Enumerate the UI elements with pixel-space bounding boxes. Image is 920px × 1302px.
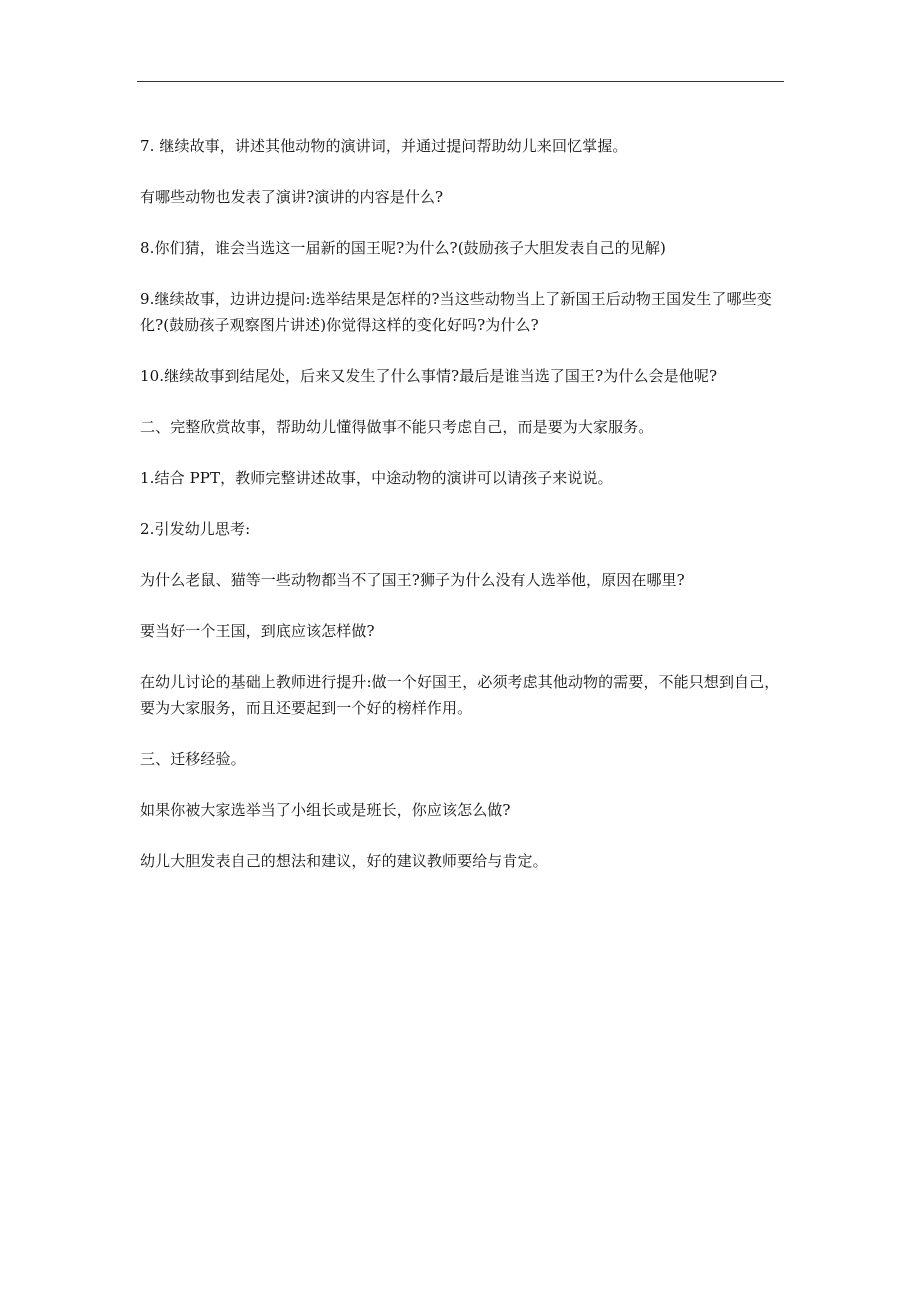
section-heading-2: 二、完整欣赏故事，帮助幼儿懂得做事不能只考虑自己，而是要为大家服务。 [140, 418, 654, 436]
paragraph-item-2: 2.引发幼儿思考: [140, 520, 251, 538]
paragraph-question-why: 为什么老鼠、猫等一些动物都当不了国王?狮子为什么没有人选举他，原因在哪里? [140, 571, 685, 589]
paragraph-item-1: 1.结合 PPT，教师完整讲述故事，中途动物的演讲可以请孩子来说说。 [140, 469, 613, 487]
paragraph-question-how: 要当好一个王国，到底应该怎样做? [140, 622, 375, 640]
header-rule [137, 81, 784, 82]
paragraph-question-speeches: 有哪些动物也发表了演讲?演讲的内容是什么? [140, 188, 444, 206]
paragraph-closing: 幼儿大胆发表自己的想法和建议，好的建议教师要给与肯定。 [140, 852, 548, 870]
paragraph-step-9: 9.继续故事，边讲边提问:选举结果是怎样的?当这些动物当上了新国王后动物王国发生了哪些变化?(鼓励孩子观察图片讲述)你觉得这样的变化好吗?为什么? [140, 290, 772, 334]
section-heading-3: 三、迁移经验。 [140, 750, 246, 768]
document-body [140, 133, 790, 899]
paragraph-step-7: 7. 继续故事，讲述其他动物的演讲词，并通过提问帮助幼儿来回忆掌握。 [140, 137, 628, 155]
paragraph-teacher-summary: 在幼儿讨论的基础上教师进行提升:做一个好国王，必须考虑其他动物的需要，不能只想到自己，要为大家服务，而且还要起到一个好的榜样作用。 [140, 673, 780, 717]
paragraph-question-leader: 如果你被大家选举当了小组长或是班长，你应该怎么做? [140, 801, 511, 819]
paragraph-step-8: 8.你们猜，谁会当选这一届新的国王呢?为什么?(鼓励孩子大胆发表自己的见解) [140, 239, 666, 257]
paragraph-step-10: 10.继续故事到结尾处，后来又发生了什么事情?最后是谁当选了国王?为什么会是他呢? [140, 367, 718, 385]
